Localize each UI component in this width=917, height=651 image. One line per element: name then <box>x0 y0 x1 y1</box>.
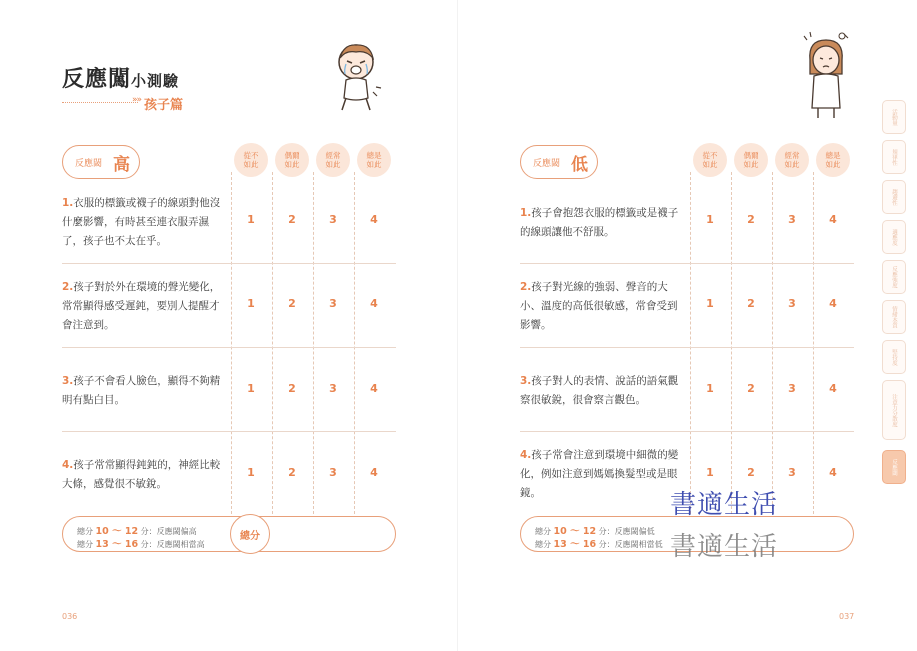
chapter-tab[interactable]: 注意力分散度 <box>882 380 906 440</box>
score-option[interactable]: 1 <box>247 382 255 395</box>
col-sometimes: 偶爾 如此 <box>275 143 309 177</box>
col-always: 總是 如此 <box>816 143 850 177</box>
score-range-2: 總分 13 ～ 16 分：反應閾相當高 <box>77 539 205 550</box>
reaction-threshold-low-label <box>520 145 598 179</box>
column-divider <box>272 172 273 514</box>
question-2: 2.孩子對光線的強弱、聲音的大小、溫度的高低很敏感，常會受到影響。 <box>520 281 678 331</box>
row-divider <box>62 431 396 432</box>
question-3: 3.孩子對人的表情、說話的語氣觀察很敏銳，很會察言觀色。 <box>520 375 679 406</box>
page-number: 037 <box>839 612 855 621</box>
score-option[interactable]: 2 <box>747 297 755 310</box>
score-option[interactable]: 3 <box>788 382 796 395</box>
chapter-tab[interactable]: 適應度 <box>882 220 906 254</box>
score-option[interactable]: 4 <box>829 213 837 226</box>
col-often: 經常 如此 <box>316 143 350 177</box>
row-divider <box>520 431 854 432</box>
score-option[interactable]: 2 <box>288 213 296 226</box>
column-divider <box>731 172 732 514</box>
score-option[interactable]: 4 <box>829 466 837 479</box>
chapter-tab[interactable]: 堅持度 <box>882 340 906 374</box>
score-option[interactable]: 4 <box>829 297 837 310</box>
score-option[interactable]: 3 <box>788 297 796 310</box>
score-option[interactable]: 3 <box>329 382 337 395</box>
row-divider <box>62 263 396 264</box>
column-divider <box>354 172 355 514</box>
worried-girl-illustration <box>800 30 852 120</box>
dotted-rule <box>62 102 138 103</box>
score-option[interactable]: 4 <box>370 297 378 310</box>
score-option[interactable]: 4 <box>829 382 837 395</box>
left-page <box>0 0 458 651</box>
header-level: 低 <box>571 155 588 175</box>
question-4: 4.孩子常會注意到環境中細微的變化，例如注意到媽媽換髮型或是眼鏡。 <box>520 449 679 499</box>
score-option[interactable]: 1 <box>706 466 714 479</box>
question-3: 3.孩子不會看人臉色，顯得不夠精明有點白目。 <box>62 375 221 406</box>
score-option[interactable]: 2 <box>747 382 755 395</box>
column-divider <box>313 172 314 514</box>
score-option[interactable]: 4 <box>370 213 378 226</box>
col-often: 經常 如此 <box>775 143 809 177</box>
chapter-tab[interactable]: 規律性 <box>882 140 906 174</box>
score-option[interactable]: 4 <box>370 466 378 479</box>
chapter-tab[interactable]: 活動量 <box>882 100 906 134</box>
page-title: 反應闖小測驗 <box>62 67 180 92</box>
header-label: 反應閾 <box>75 159 103 169</box>
row-divider <box>520 263 854 264</box>
score-option[interactable]: 1 <box>247 297 255 310</box>
total-score-box <box>62 516 396 552</box>
page-subtitle: 孩子篇 <box>144 98 184 113</box>
arrow-dots-icon: »» <box>132 95 142 105</box>
score-option[interactable]: 1 <box>706 297 714 310</box>
score-option[interactable]: 2 <box>288 382 296 395</box>
chapter-tab-active[interactable]: 反應閾 <box>882 450 906 484</box>
score-option[interactable]: 2 <box>288 466 296 479</box>
score-option[interactable]: 1 <box>247 466 255 479</box>
page-number: 036 <box>62 612 78 621</box>
score-option[interactable]: 3 <box>329 466 337 479</box>
row-divider <box>62 347 396 348</box>
score-option[interactable]: 1 <box>706 382 714 395</box>
score-option[interactable]: 1 <box>706 213 714 226</box>
score-option[interactable]: 3 <box>329 213 337 226</box>
question-1: 1.衣服的標籤或襪子的線頭對他沒什麼影響，有時甚至連衣服弄濕了，孩子也不太在乎。 <box>62 197 221 247</box>
watermark: 書適生活 <box>670 490 779 520</box>
score-option[interactable]: 2 <box>747 466 755 479</box>
score-option[interactable]: 2 <box>747 213 755 226</box>
title-suffix: 小測驗 <box>131 72 180 90</box>
row-divider <box>520 347 854 348</box>
col-never: 從不 如此 <box>693 143 727 177</box>
col-never: 從不 如此 <box>234 143 268 177</box>
chapter-tab[interactable]: 情緒本質 <box>882 300 906 334</box>
column-divider <box>813 172 814 514</box>
score-option[interactable]: 4 <box>370 382 378 395</box>
score-option[interactable]: 2 <box>288 297 296 310</box>
watermark: 書適生活 <box>670 532 779 562</box>
chapter-tab[interactable]: 趨避性 <box>882 180 906 214</box>
chapter-tab[interactable]: 反應強度 <box>882 260 906 294</box>
question-1: 1.孩子會抱怨衣服的標籤或是襪子的線頭讓他不舒服。 <box>520 207 679 238</box>
header-label: 反應閾 <box>533 159 561 169</box>
score-range-1: 總分 10 ～ 12 分：反應閾偏高 <box>77 526 197 537</box>
column-divider <box>772 172 773 514</box>
score-option[interactable]: 3 <box>329 297 337 310</box>
reaction-threshold-high-label <box>62 145 140 179</box>
score-range-1: 總分 10 ～ 12 分：反應閾偏低 <box>535 526 655 537</box>
score-option[interactable]: 3 <box>788 466 796 479</box>
total-score-field[interactable]: 總分 <box>230 514 270 554</box>
score-option[interactable]: 1 <box>247 213 255 226</box>
question-4: 4.孩子常常顯得鈍鈍的，神經比較大條，感覺很不敏銳。 <box>62 459 221 490</box>
question-2: 2.孩子對於外在環境的聲光變化，常常顯得感受遲鈍，要別人提醒才會注意到。 <box>62 281 221 331</box>
header-level: 高 <box>113 155 130 175</box>
column-divider <box>231 172 232 514</box>
col-sometimes: 偶爾 如此 <box>734 143 768 177</box>
col-always: 總是 如此 <box>357 143 391 177</box>
score-range-2: 總分 13 ～ 16 分：反應閾相當低 <box>535 539 663 550</box>
subtitle-row <box>62 94 202 113</box>
score-option[interactable]: 3 <box>788 213 796 226</box>
column-divider <box>690 172 691 514</box>
crying-child-illustration <box>326 40 386 116</box>
